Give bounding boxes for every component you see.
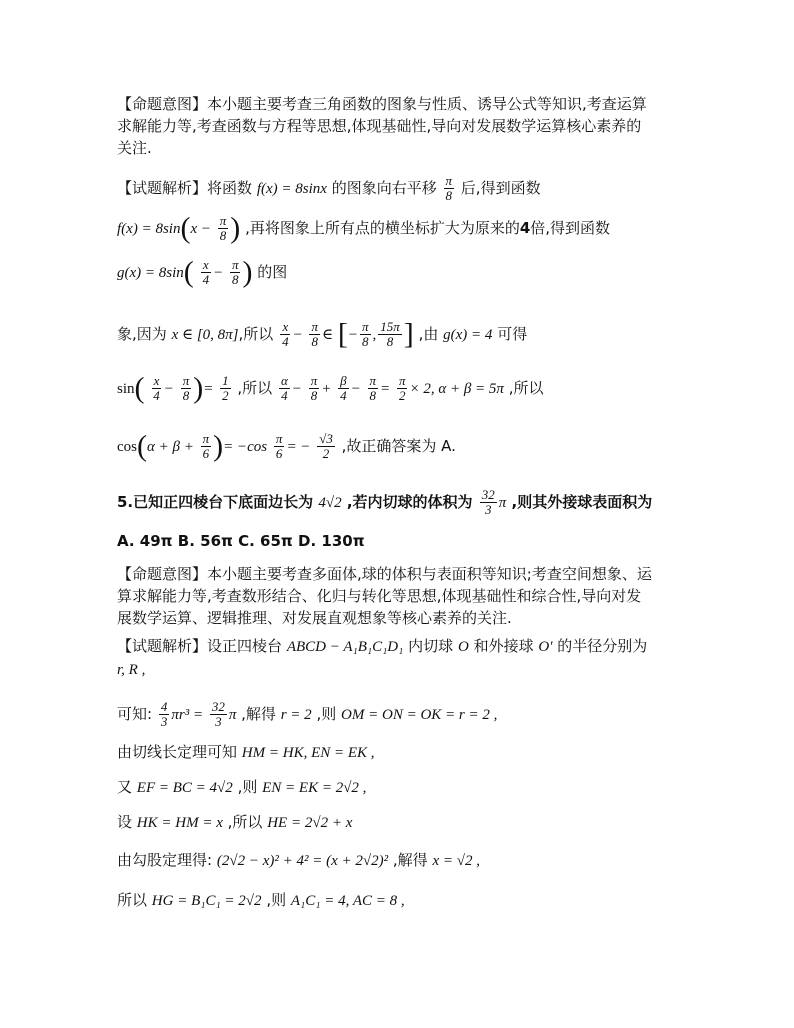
- intent-line-1: 【命题意图】本小题主要考查三角函数的图象与性质、诱导公式等知识,考查运算: [117, 95, 647, 113]
- choice-a: A. 49π: [117, 532, 173, 550]
- analysis2-line-5: 又 EF = BC = 4√2 ,则 EN = EK = 2√2 ,: [117, 778, 367, 796]
- analysis2-line-3: 可知: $\frac{4}{3}$ πr³ = $\frac{32}{3}$ π ,解得 r = 2 ,则 OM = ON = OK = r = 2 ,: [117, 699, 498, 729]
- intent2-line-3: 展数学运算、逻辑推理、对发展直观想象等核心素养的关注.: [117, 609, 512, 627]
- intent2-line-1: 【命题意图】本小题主要考查多面体,球的体积与表面积等知识;考查空间想象、运: [117, 565, 652, 583]
- choices-line: [117, 531, 365, 551]
- analysis-line-5: sin( $\frac{x}{4}$ − $\frac{\pi}{8}$ )= $\frac{1}{2}$ ,所以 $\frac{\alpha}{4}$ − $\frac{\pi}{8}$ + $\frac{\beta}{4}$ − $\frac{\pi}{8}$ = $\frac{\pi}{2}$ × 2, α + β = 5π ,所以: [117, 371, 544, 405]
- intent2-line-2: 算求解能力等,考查数形结合、化归与转化等思想,体现基础性和综合性,导向对发: [117, 587, 642, 605]
- choice-b: B. 56π: [177, 532, 233, 550]
- choice-d: D. 130π: [298, 532, 365, 550]
- analysis2-line-8: 所以 HG = B₁C₁ = 2√2 ,则 A₁C₁ = 4, AC = 8 ,: [117, 891, 405, 909]
- question-5: 5.已知正四棱台下底面边长为 4√2 ,若内切球的体积为 $\frac{32}{3}$ π ,则其外接球表面积为: [117, 487, 653, 517]
- choice-c: C. 65π: [238, 532, 293, 550]
- analysis2-line-1: 【试题解析】设正四棱台 ABCD − A₁B₁C₁D₁ 内切球 O 和外接球 O′ 的半径分别为: [117, 637, 648, 655]
- analysis2-line-6: 设 HK = HM = x ,所以 HE = 2√2 + x: [117, 813, 353, 831]
- analysis-line-2: f(x) = 8sin(x − $\frac{\pi}{8}$ ) ,再将图象上所有点的横坐标扩大为原来的4倍,得到函数: [117, 211, 611, 245]
- analysis2-line-7: 由勾股定理得: (2√2 − x)² + 4² = (x + 2√2)² ,解得 x = √2 ,: [117, 851, 480, 869]
- analysis2-line-2: r, R ,: [117, 662, 146, 678]
- analysis-line-1: 【试题解析】将函数 f(x) = 8sinx 的图象向右平移 $\frac{\pi}{8}$ 后,得到函数: [117, 173, 541, 203]
- intent-line-2: 求解能力等,考查函数与方程等思想,体现基础性,导向对发展数学运算核心素养的: [117, 117, 642, 135]
- analysis2-line-4: 由切线长定理可知 HM = HK, EN = EK ,: [117, 743, 375, 761]
- analysis-line-6: cos(α + β + $\frac{\pi}{6}$ )= −cos $\frac{\pi}{6}$ = − $\frac{√3}{2}$ ,故正确答案为 A.: [117, 429, 456, 463]
- analysis-line-4: 象,因为 x ∈ [0, 8π],所以 $\frac{x}{4}$ − $\frac{\pi}{8}$ ∈ [− $\frac{\pi}{8}$ , $\frac{15\pi}{8}$ ] ,由 g(x) = 4 可得: [117, 317, 528, 351]
- fraction-pi-8: $\frac{\pi}{8}$: [445, 173, 453, 203]
- intent-line-3: 关注.: [117, 139, 152, 157]
- analysis-line-3: g(x) = 8sin( $\frac{x}{4}$ − $\frac{\pi}{8}$ ) 的图: [117, 255, 288, 289]
